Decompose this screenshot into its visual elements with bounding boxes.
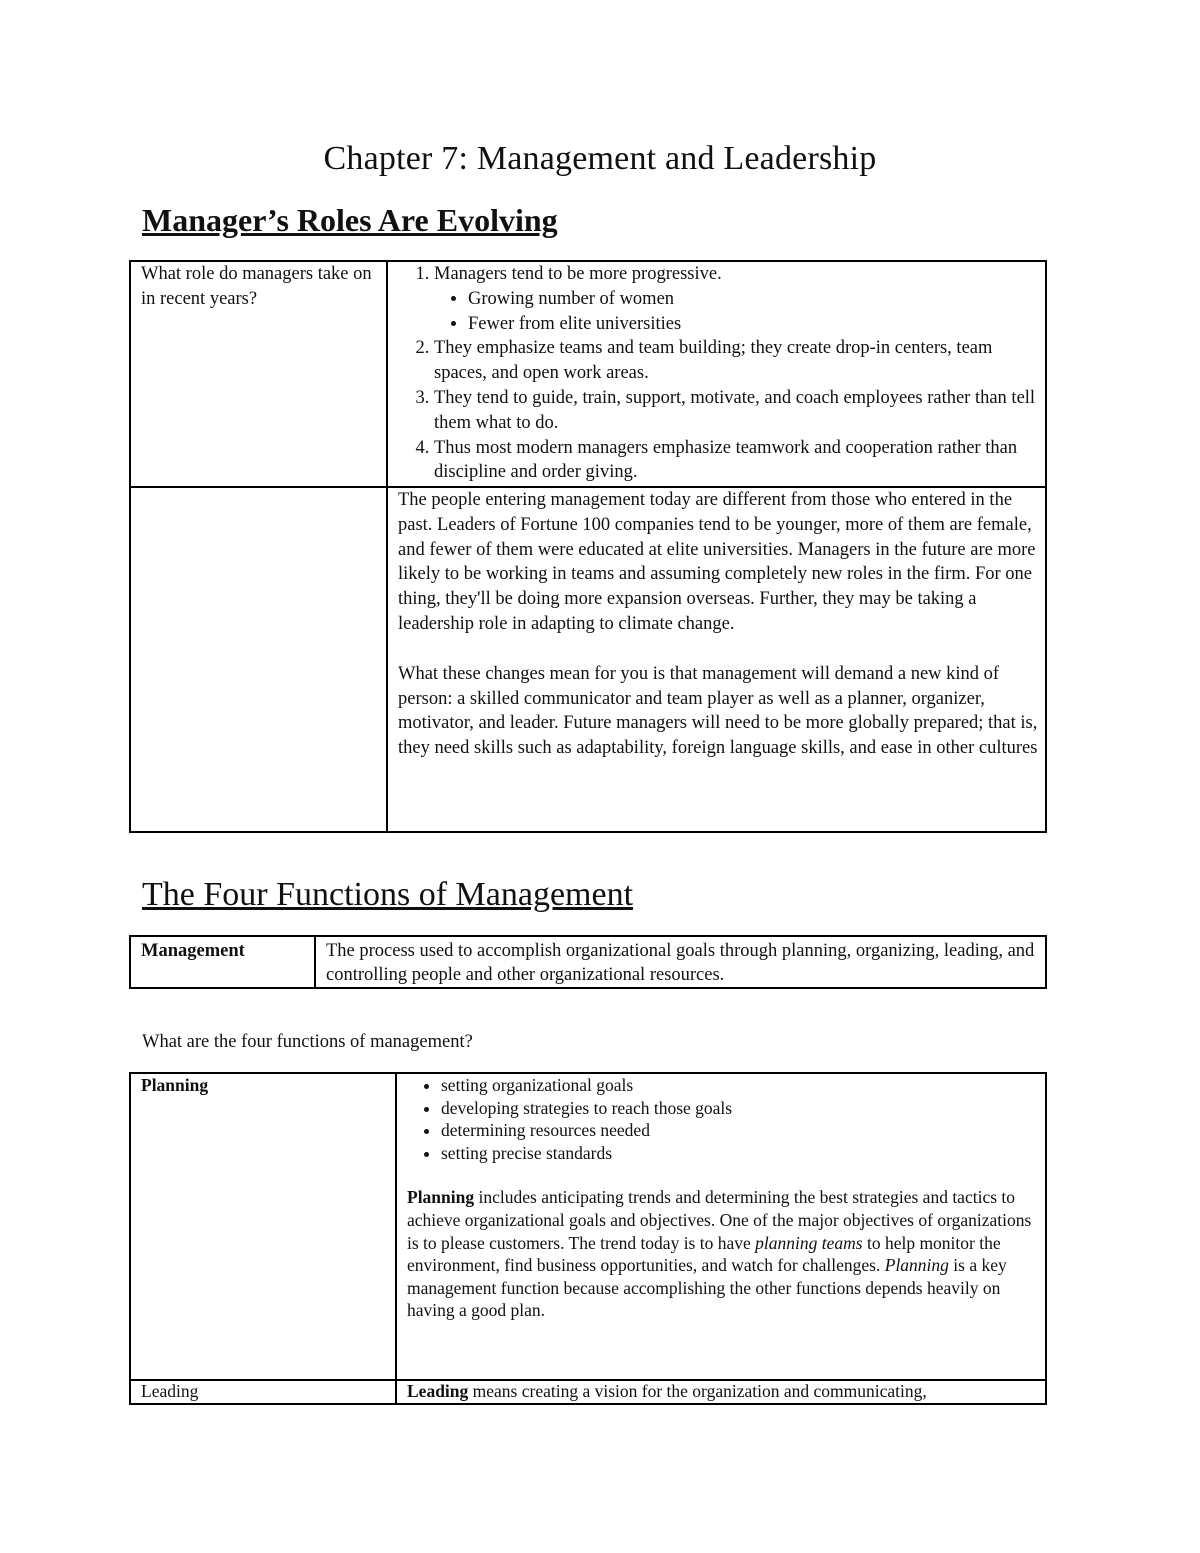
table-row [130, 1380, 1046, 1404]
question-cell: What role do managers take on in recent years? [130, 261, 387, 487]
paragraph: Planning includes anticipating trends and determining the best strategies and tactics to achieve organizational goals and objectives. One of the major objectives of organizations is to please customers. The trend today is to have planning teams to help monitor the environment, find business opportunities, and watch for challenges. Planning is a key management function because accomplishing the other functions depends heavily on having a good plan. [407, 1187, 1032, 1321]
definition-table [129, 935, 1047, 989]
definition-cell: The process used to accomplish organizational goals through planning, organizing, leading, and controlling people and other organizational resources. [315, 936, 1046, 988]
paragraph: The people entering management today are different from those who entered in the past. Leaders of Fortune 100 companies tend to be younger, more of them are female, and fewer of them were educated at elite universities. Managers in the future are more likely to be working in teams and assuming completely new roles in the firm. For one thing, they'll be doing more expansion overseas. Further, they may be taking a leadership role in adapting to climate change. [398, 490, 1036, 634]
list-item: • Fewer from elite universities [468, 312, 1045, 337]
list-item: • developing strategies to reach those goals [441, 1097, 1045, 1120]
page-title: Chapter 7: Management and Leadership [323, 140, 877, 177]
table-row [130, 936, 1046, 988]
function-label: Leading [130, 1380, 396, 1404]
list-item: 4. Thus most modern managers emphasize teamwork and cooperation rather than discipline and order giving. [434, 436, 1045, 486]
answer-cell [387, 261, 1046, 487]
bullet-list [434, 287, 1045, 337]
function-detail: Leading means creating a vision for the organization and communicating, [396, 1380, 1046, 1404]
numbered-list [398, 262, 1045, 485]
table-row [130, 487, 1046, 832]
question-text: What are the four functions of management? [142, 1032, 473, 1052]
list-item: • setting precise standards [441, 1142, 1045, 1165]
function-label: Planning [130, 1073, 396, 1380]
table-row [130, 1073, 1046, 1380]
empty-cell [130, 487, 387, 832]
roles-table [129, 260, 1047, 833]
paragraph: What these changes mean for you is that management will demand a new kind of person: a skilled communicator and team player as well as a planner, organizer, motivator, and leader. Future managers will need to be more globally prepared; that is, they need skills such as adaptability, foreign language skills, and ease in other cultures [398, 663, 1038, 759]
section-heading-roles: Manager’s Roles Are Evolving [142, 202, 558, 238]
section-heading-functions: The Four Functions of Management [142, 876, 634, 913]
bullet-list [407, 1074, 1045, 1164]
list-item: • determining resources needed [441, 1119, 1045, 1142]
list-item: • setting organizational goals [441, 1074, 1045, 1097]
list-item: 3. They tend to guide, train, support, motivate, and coach employees rather than tell them what to do. [434, 386, 1045, 436]
functions-table [129, 1072, 1047, 1405]
function-detail [396, 1073, 1046, 1380]
list-item: 2. They emphasize teams and team building; they create drop-in centers, team spaces, and open work areas. [434, 336, 1045, 386]
list-item: 1. Managers tend to be more progressive. • Growing number of women • Fewer from elite universities [434, 262, 1045, 336]
answer-cell [387, 487, 1046, 832]
table-row [130, 261, 1046, 487]
term-cell: Management [130, 936, 315, 988]
list-item: • Growing number of women [468, 287, 1045, 312]
